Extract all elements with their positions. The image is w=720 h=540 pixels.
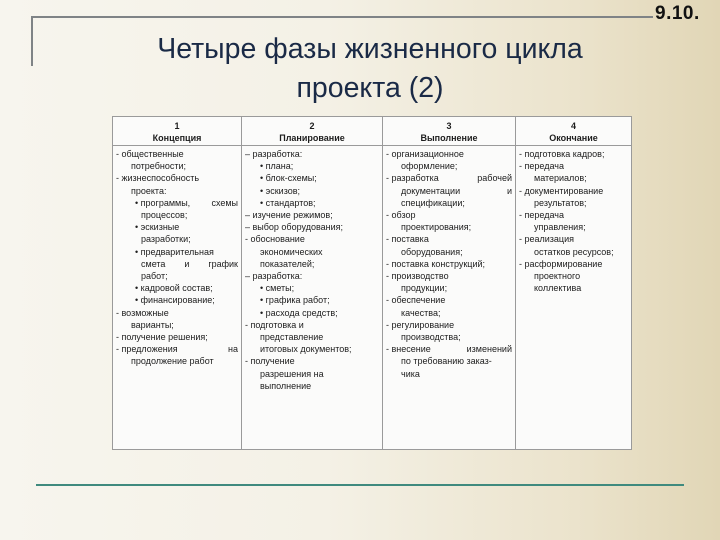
table-line: • эскизные bbox=[135, 222, 180, 233]
title-line-2: проекта (2) bbox=[296, 72, 444, 104]
table-line: представление bbox=[260, 332, 324, 343]
table-line: - обеспечение bbox=[386, 295, 446, 306]
table-line bbox=[386, 185, 512, 197]
table-line: варианты; bbox=[131, 319, 174, 330]
table-word: документации bbox=[401, 185, 461, 196]
table-line bbox=[386, 172, 512, 184]
table-line: оборудования; bbox=[401, 246, 463, 257]
table-line: • расхода средств; bbox=[260, 307, 338, 318]
table-line: продукции; bbox=[401, 283, 448, 294]
header-cell-completion bbox=[516, 117, 631, 145]
table-line: - получение решения; bbox=[116, 332, 208, 343]
bottom-rule bbox=[36, 484, 684, 486]
table-word: график bbox=[208, 258, 238, 269]
table-word: - разработка bbox=[386, 173, 439, 184]
header-cell-concept bbox=[113, 117, 242, 145]
table-line: - расформирование bbox=[519, 258, 603, 269]
table-line: потребности; bbox=[131, 161, 186, 172]
table-line: спецификации; bbox=[401, 197, 465, 208]
table-line: • графика работ; bbox=[260, 295, 330, 306]
table-line: • кадровой состав; bbox=[135, 283, 213, 294]
header-number: 2 bbox=[309, 121, 315, 131]
table-line: • финансирование; bbox=[135, 295, 215, 306]
table-line: остатков ресурсов; bbox=[534, 246, 614, 257]
table-line: управления; bbox=[534, 222, 586, 233]
table-word: - внесение bbox=[386, 344, 431, 355]
table-line: материалов; bbox=[534, 173, 587, 184]
table-line: итоговых документов; bbox=[260, 344, 352, 355]
table-line: • блок-схемы; bbox=[260, 173, 317, 184]
table-line: чика bbox=[401, 368, 420, 379]
header-label: Окончание bbox=[549, 133, 598, 143]
table-line: - подготовка и bbox=[245, 319, 304, 330]
table-word: схемы bbox=[211, 197, 238, 208]
table-line: • предварительная bbox=[135, 246, 214, 257]
concept-column bbox=[113, 146, 242, 449]
table-line: процессов; bbox=[141, 210, 188, 221]
execution-column bbox=[383, 146, 516, 449]
table-line: - подготовка кадров; bbox=[519, 149, 605, 159]
table-line: продолжение работ bbox=[131, 356, 214, 367]
table-line: - реализация bbox=[519, 234, 574, 245]
header-number: 1 bbox=[174, 121, 180, 131]
completion-column bbox=[516, 146, 631, 449]
table-line: качества; bbox=[401, 307, 441, 318]
table-word: изменений bbox=[466, 344, 512, 355]
table-line: - поставка bbox=[386, 234, 429, 245]
table-line: - организационное bbox=[386, 149, 464, 159]
table-line: разрешения на bbox=[260, 368, 324, 379]
table-line: - документирование bbox=[519, 185, 604, 196]
table-line: оформление; bbox=[401, 161, 458, 172]
table-word: на bbox=[228, 344, 238, 355]
table-line bbox=[116, 343, 238, 355]
table-line: - обзор bbox=[386, 210, 416, 221]
table-line: - поставка конструкций; bbox=[386, 258, 486, 269]
table-header-row bbox=[113, 117, 631, 146]
table-line: - возможные bbox=[116, 307, 169, 318]
header-cell-planning bbox=[242, 117, 383, 145]
table-line: – изучение режимов; bbox=[245, 210, 333, 221]
table-line: - производство bbox=[386, 271, 449, 282]
planning-column bbox=[242, 146, 383, 449]
table-line: проектного bbox=[534, 271, 581, 282]
table-body-row bbox=[113, 146, 631, 449]
table-word: смета bbox=[141, 258, 166, 269]
table-line bbox=[116, 258, 238, 270]
top-rule bbox=[31, 16, 653, 18]
table-line: – разработка: bbox=[245, 271, 303, 282]
table-line: • сметы; bbox=[260, 283, 295, 294]
table-line: результатов; bbox=[534, 197, 587, 208]
table-line: экономических bbox=[260, 246, 323, 257]
table-word: и bbox=[184, 258, 190, 269]
table-line: – выбор оборудования; bbox=[245, 222, 344, 233]
header-number: 3 bbox=[446, 121, 452, 131]
table-word: и bbox=[506, 185, 512, 196]
table-word: - предложения bbox=[116, 344, 178, 355]
table-line: - передача bbox=[519, 161, 564, 172]
table-line bbox=[386, 343, 512, 355]
table-line: - регулирование bbox=[386, 319, 455, 330]
slide-number: 9.10. bbox=[655, 3, 700, 24]
table-line: - получение bbox=[245, 356, 295, 367]
header-number: 4 bbox=[570, 121, 576, 131]
table-line: - общественные bbox=[116, 149, 184, 159]
table-word: рабочей bbox=[477, 173, 512, 184]
slide-title bbox=[40, 30, 700, 108]
header-cell-execution bbox=[383, 117, 516, 145]
phases-table bbox=[112, 116, 632, 450]
table-line: проектирования; bbox=[401, 222, 472, 233]
table-line: производства; bbox=[401, 332, 461, 343]
left-rule bbox=[31, 16, 33, 66]
table-line: - жизнеспособность bbox=[116, 173, 200, 184]
table-line: показателей; bbox=[260, 258, 315, 269]
table-line: - обоснование bbox=[245, 234, 305, 245]
title-line-1: Четыре фазы жизненного цикла bbox=[157, 33, 583, 65]
header-label: Выполнение bbox=[420, 133, 478, 143]
table-line: выполнение bbox=[260, 380, 312, 391]
table-word: • программы, bbox=[135, 197, 191, 208]
table-line: • плана; bbox=[260, 161, 294, 172]
table-line: по требованию заказ- bbox=[401, 356, 492, 367]
table-line: • эскизов; bbox=[260, 185, 301, 196]
table-line: проекта: bbox=[131, 185, 167, 196]
table-line bbox=[116, 197, 238, 209]
table-line: коллектива bbox=[534, 283, 582, 294]
table-line: - передача bbox=[519, 210, 564, 221]
table-line: разработки; bbox=[141, 234, 191, 245]
table-line: работ; bbox=[141, 271, 168, 282]
table-line: • стандартов; bbox=[260, 197, 316, 208]
table-line: – разработка: bbox=[245, 149, 303, 159]
header-label: Планирование bbox=[279, 133, 345, 143]
header-label: Концепция bbox=[152, 133, 202, 143]
